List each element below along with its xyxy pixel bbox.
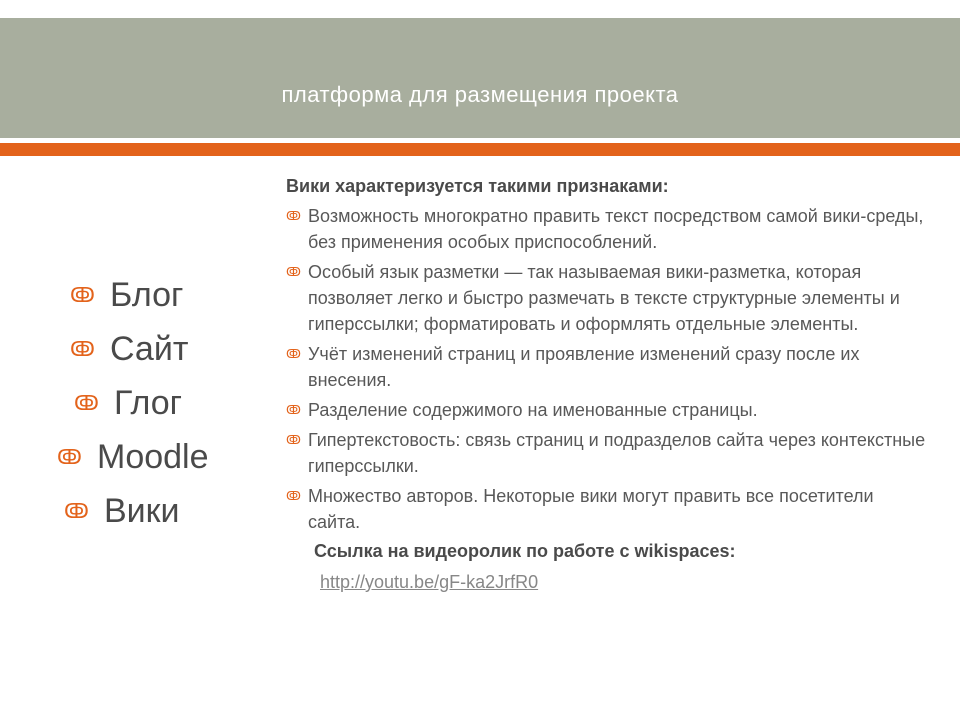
list-item-text: Гипертекстовость: связь страниц и подразделов сайта через контекстные гиперссылки. [308,430,926,476]
bullet-icon: ↂ [64,499,89,523]
list-item [286,483,926,535]
list-item-text: Множество авторов. Некоторые вики могут править все посетители сайта. [308,486,874,532]
list-item [286,397,926,423]
video-link-label: Ссылка на видеоролик по работе с wikispaces: [314,541,736,561]
bullet-icon: ↂ [57,445,82,469]
platform-item-label: Сайт [110,329,189,368]
bullet-icon: ↂ [74,391,99,415]
list-item-text: Разделение содержимого на именованные страницы. [308,400,758,420]
list-item-text: Учёт изменений страниц и проявление изменений сразу после их внесения. [308,344,860,390]
bullet-icon: ↂ [286,265,301,279]
list-item [286,341,926,393]
bullet-icon: ↂ [286,209,301,223]
list-item-text: Особый язык разметки — так называемая вики-разметка, которая позволяет легко и быстро размечать в тексте структурные элементы и гиперссылки; форматировать и оформлять отдельные элементы. [308,262,900,334]
platform-item-wiki [64,484,180,538]
platform-item-blog [70,268,183,322]
bullet-icon: ↂ [286,403,301,417]
platform-item-label: Вики [104,491,180,530]
platform-item-glog [74,376,182,430]
bullet-icon: ↂ [70,337,95,361]
platform-item-label: Блог [110,275,184,314]
list-item [286,203,926,255]
bullet-icon: ↂ [286,433,301,447]
list-item [286,427,926,479]
slide-title: платформа для размещения проекта [281,82,679,107]
platform-item-label: Moodle [97,437,209,476]
list-item-text: Возможность многократно править текст посредством самой вики-среды, без применения особых приспособлений. [308,206,924,252]
header-divider-accent [0,143,960,156]
bullet-icon: ↂ [286,489,301,503]
features-heading: Вики характеризуется такими признаками: [286,176,669,196]
features-list [286,203,926,535]
platform-item-site [70,322,188,376]
slide-header [0,18,960,138]
platform-item-label: Глог [114,383,183,422]
bullet-icon: ↂ [70,283,95,307]
video-link[interactable]: http://youtu.be/gF-ka2JrfR0 [320,572,539,592]
platform-item-moodle [57,430,209,484]
wiki-features [286,176,926,593]
list-item [286,259,926,337]
bullet-icon: ↂ [286,347,301,361]
